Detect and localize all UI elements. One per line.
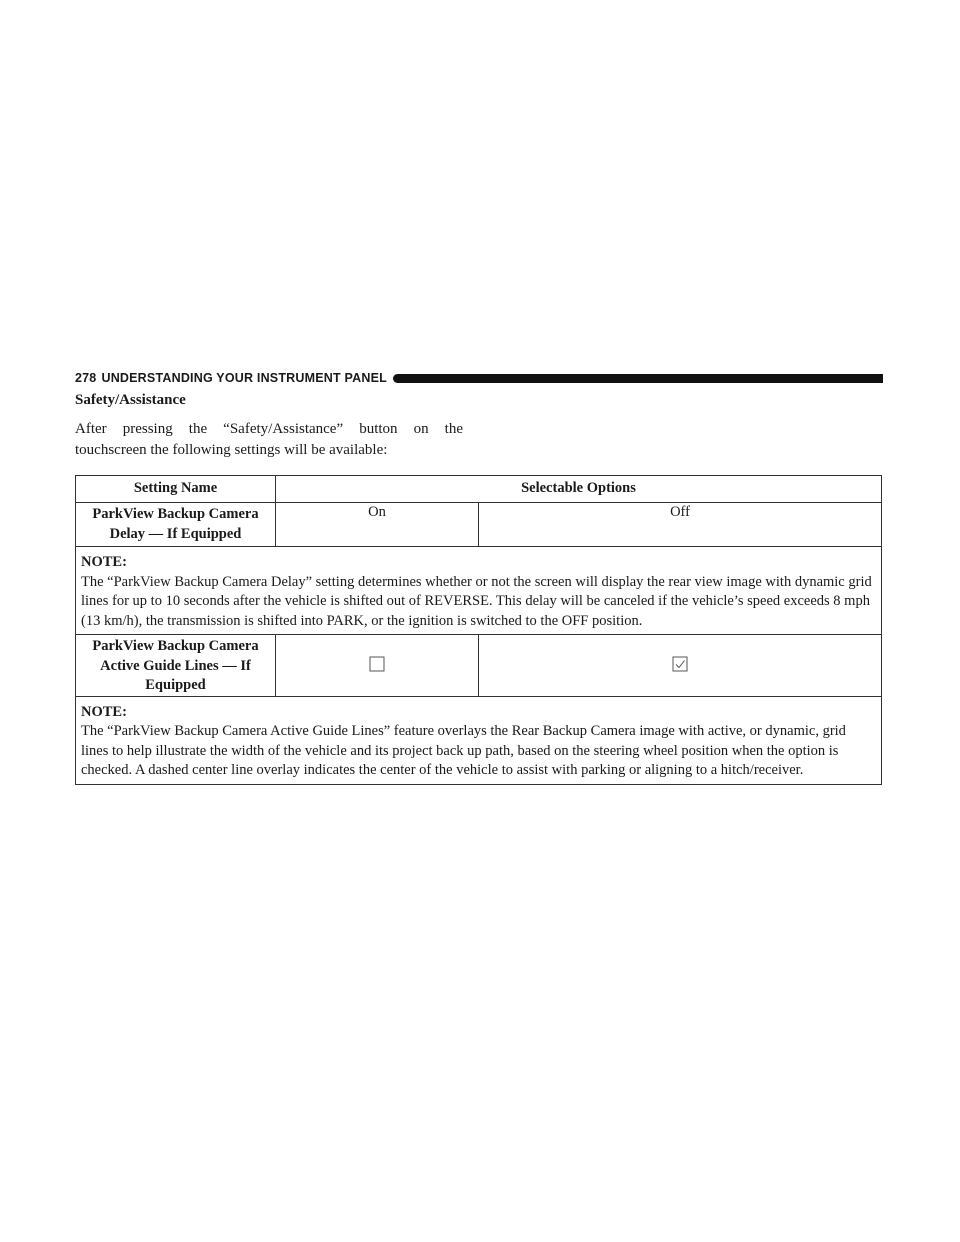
unchecked-box-icon[interactable] [369,656,385,679]
table-header-row [76,476,882,503]
column-header-selectable-options: Selectable Options [276,476,882,503]
settings-table [75,475,882,785]
table-row [76,635,882,697]
header-rule [393,374,883,383]
note-text: The “ParkView Backup Camera Active Guide Lines” feature overlays the Rear Backup Camera image with active, or dynamic, grid lines to help illustrate the width of the vehicle and its project back up path, based on the steering wheel position when the option is checked. A dashed center line overlay indicates the center of the vehicle to assist with parking or aligning to a hitch/receiver. [81,723,846,778]
page-header [75,370,883,386]
option-off: Off [479,503,882,547]
table-note-row [76,696,882,784]
checked-box-icon[interactable] [672,656,688,679]
note-camera-delay [76,547,882,635]
note-label: NOTE: [81,554,127,570]
option-on: On [276,503,479,547]
table-note-row [76,547,882,635]
setting-name-active-guide-lines: ParkView Backup Camera Active Guide Lines — If Equipped [76,635,276,697]
page-number: 278 [75,371,97,385]
column-header-setting-name: Setting Name [76,476,276,503]
setting-name-camera-delay: ParkView Backup Camera Delay — If Equipped [76,503,276,547]
option-checked [479,635,882,697]
note-text: The “ParkView Backup Camera Delay” setting determines whether or not the screen will display the rear view image with dynamic grid lines for up to 10 seconds after the vehicle is shifted out of REVERSE. This delay will be canceled if the vehicle’s speed exceeds 8 mph (13 km/h), the transmission is shifted into PARK, or the ignition is switched to the OFF position. [81,573,872,629]
note-active-guide-lines [76,696,882,784]
note-label: NOTE: [81,703,127,720]
option-unchecked [276,635,479,697]
table-row [76,503,882,547]
intro-paragraph: After pressing the “Safety/Assistance” button on the touchscreen the following settings will be available: [75,421,463,458]
section-heading: Safety/Assistance [75,392,186,408]
chapter-title: UNDERSTANDING YOUR INSTRUMENT PANEL [101,371,387,385]
